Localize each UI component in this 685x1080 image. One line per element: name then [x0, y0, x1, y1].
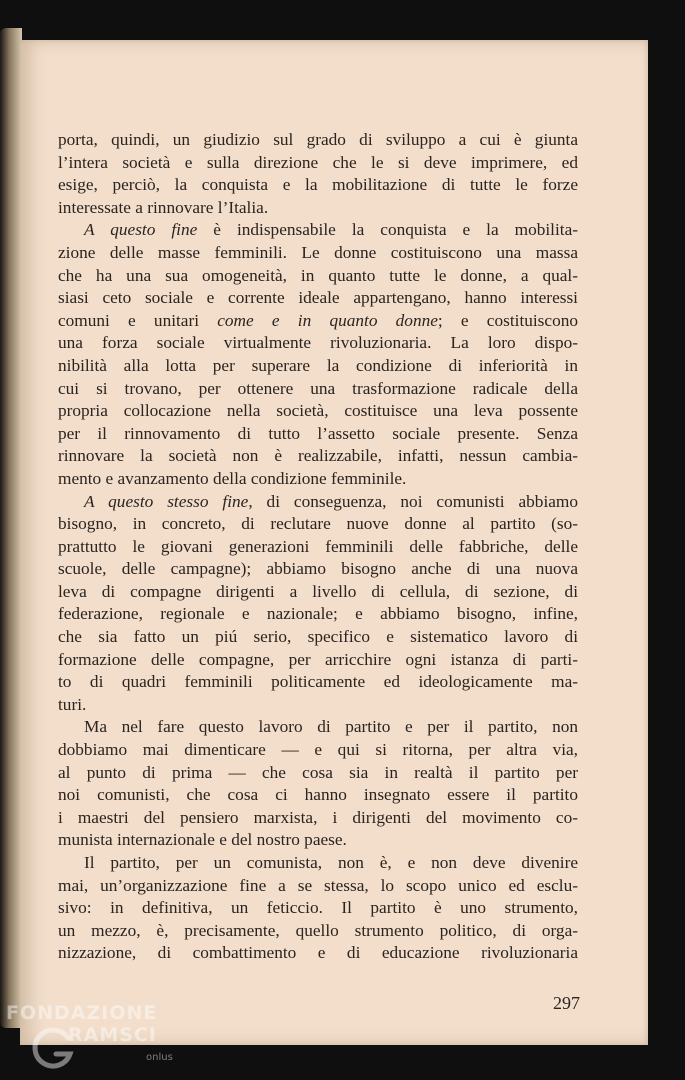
paragraph-1 [58, 129, 578, 219]
book-page [20, 40, 648, 1045]
text-line: A questo stesso fine, di conseguenza, noi comunisti abbiamo [84, 491, 578, 511]
text-line: mento e avanzamento della condizione femminile. [58, 468, 407, 488]
text-line: che ha una sua omogeneità, in quanto tutte le donne, a qual- [58, 265, 578, 285]
text-line: una forza sociale virtualmente rivoluzionaria. La loro dispo- [58, 333, 578, 353]
text-line: nibilità alla lotta per superare la condizione di inferiorità in [58, 355, 578, 375]
text-line: nizzazione, di combattimento e di educazione rivoluzionaria [58, 943, 578, 963]
text-line: prattutto le giovani generazioni femminili delle fabbriche, delle [58, 536, 578, 556]
text-line: i maestri del pensiero marxista, i dirigenti del movimento co- [58, 807, 578, 827]
text-line: leva di compagne dirigenti a livello di cellula, di sezione, di [58, 581, 578, 601]
text-line: formazione delle compagne, per arricchire ogni istanza di parti- [58, 649, 578, 669]
text-line: A questo fine è indispensabile la conquista e la mobilita- [84, 220, 578, 240]
text-line: porta, quindi, un giudizio sul grado di sviluppo a cui è giunta [58, 130, 578, 149]
text-line: munista internazionale e del nostro paese. [58, 830, 347, 850]
page-number: 297 [553, 993, 580, 1013]
text-line: propria collocazione nella società, costituisce una leva possente [58, 401, 578, 421]
watermark-line1: FONDAZIONE [6, 1002, 158, 1024]
text-line: siasi ceto sociale e corrente ideale appartengano, hanno interessi [58, 288, 578, 308]
text-line: scuole, delle campagne); abbiamo bisogno anche di una nuova [58, 559, 578, 579]
text-line: sivo: in definitiva, un feticcio. Il partito è uno strumento, [58, 898, 578, 918]
fondazione-gramsci-watermark [6, 1002, 186, 1072]
text-line: zione delle masse femminili. Le donne costituiscono una massa [58, 242, 578, 262]
paragraph-2 [58, 219, 578, 490]
text-line: mai, un’organizzazione fine a se stessa, lo scopo unico ed esclu- [58, 875, 578, 895]
watermark-small: onlus [146, 1052, 173, 1063]
text-line: Ma nel fare questo lavoro di partito e per il partito, non [84, 717, 578, 737]
paragraph-5 [58, 852, 578, 965]
text-line: l’intera società e sulla direzione che le si deve imprimere, ed [58, 152, 578, 172]
text-line: interessate a rinnovare l’Italia. [58, 197, 269, 217]
text-line: bisogno, in concreto, di reclutare nuove donne al partito (so- [58, 514, 578, 534]
text-line: comuni e unitari come e in quanto donne; e costituiscono [58, 310, 578, 330]
text-line: cui si trovano, per ottenere una trasformazione radicale della [58, 378, 578, 398]
text-line: to di quadri femminili politicamente ed ideologicamente ma- [58, 672, 578, 692]
text-line: turi. [58, 694, 87, 714]
text-line: rinnovare la società non è realizzabile, infatti, nessun cambia- [58, 446, 578, 466]
text-line: un mezzo, è, precisamente, quello strumento politico, di orga- [58, 920, 578, 940]
watermark-line2: RAMSCI [68, 1024, 157, 1046]
paragraph-4 [58, 716, 578, 852]
text-line: esige, perciò, la conquista e la mobilitazione di tutte le forze [58, 175, 578, 195]
text-line: Il partito, per un comunista, non è, e non deve divenire [84, 853, 578, 872]
text-line: noi comunisti, che cosa ci hanno insegnato essere il partito [58, 785, 578, 805]
book-left-edge [0, 28, 22, 1028]
text-line: dobbiamo mai dimenticare — e qui si ritorna, per altra via, [58, 740, 578, 760]
text-line: al punto di prima — che cosa sia in realtà il partito per [58, 762, 578, 782]
paragraph-3 [58, 491, 578, 717]
text-line: per il rinnovamento di tutto l’assetto sociale presente. Senza [58, 423, 578, 443]
text-line: federazione, regionale e nazionale; e abbiamo bisogno, infine, [58, 604, 578, 624]
text-line: che sia fatto un piú serio, specifico e sistematico lavoro di [58, 627, 578, 647]
body-text [58, 129, 578, 965]
